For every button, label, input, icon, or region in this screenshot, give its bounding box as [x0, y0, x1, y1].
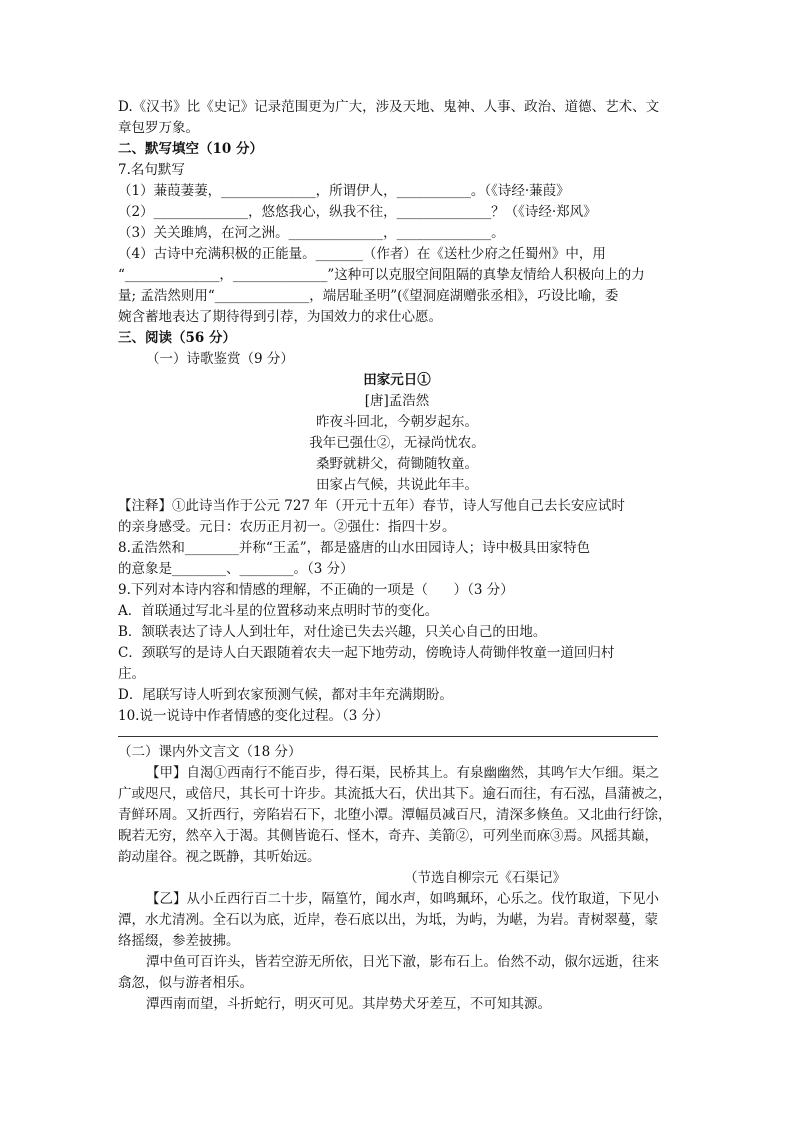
- q9-stem: 9.下列对本诗内容和情感的理解，不正确的一项是（ ）（3 分）: [118, 582, 514, 598]
- note-line-1: 【注释】①此诗当作于公元 727 年（开元十五年）春节，诗人写他自己去长安应试时: [118, 498, 625, 514]
- q9-option-d: D．尾联写诗人听到农家预测气候，都对丰年充满期盼。: [118, 687, 453, 703]
- poem-line-3: 桑野就耕父，荷锄随牧童。: [316, 456, 478, 472]
- q7-line-6: 量; 孟浩然则用“______________，端居耻圣明”(《望洞庭湖赠张丞相》，巧设比喻，委: [118, 288, 619, 304]
- q7-line-5: “______________，______________”这种可以克服空间阻隔的真挚友情给人积极向上的力: [118, 267, 645, 283]
- q8-line-2: 的意象是________、________。（3 分）: [118, 561, 354, 577]
- q9-option-b: B．颔联表达了诗人人到壮年，对仕途已失去兴趣，只关心自己的田地。: [118, 624, 547, 640]
- q7-line-7: 婉含蓄地表达了期待得到引荐，为国效力的求仕心愿。: [118, 309, 442, 325]
- q8-line-1: 8.孟浩然和________并称“王孟”，都是盛唐的山水田园诗人；诗中极具田家特色: [118, 540, 591, 556]
- q7-title: 7.名句默写: [118, 162, 185, 178]
- jia-line-2: 广或咫尺，或倍尺，其长可十许步。其流抵大石，伏出其下。逾石而往，有石泓，昌蒲被之，: [118, 786, 672, 802]
- q9-option-c: C．颈联写的是诗人白天跟随着农夫一起下地劳动，傍晚诗人荷锄伴牧童一道回归村: [118, 645, 615, 661]
- yi-para2-line-2: 翕忽，似与游者相乐。: [118, 975, 253, 991]
- q9-option-c-cont: 庄。: [118, 666, 145, 682]
- poem-title: 田家元日①: [363, 372, 431, 388]
- section-three-heading: 三、阅读（56 分）: [118, 330, 236, 346]
- q7-line-1: （1）蒹葭萋萋，______________，所谓伊人，___________。（《诗经·蒹葭》: [118, 183, 570, 199]
- poem-line-1: 昨夜斗回北，今朝岁起东。: [316, 414, 478, 430]
- q7-line-3: （3）关关雎鸠，在河之洲。______________，______________。: [118, 225, 505, 241]
- answer-line: [118, 736, 658, 737]
- yi-para2-line-1: 潭中鱼可百许头，皆若空游无所依，日光下澈，影布石上。佁然不动，俶尔远逝，往来: [146, 954, 659, 970]
- jia-line-4: 睨若无穷，然卒入于渴。其侧皆诡石、怪木，奇卉、美箭②，可列坐而庥③焉。风摇其巅，: [118, 828, 658, 844]
- section-two-heading: 二、默写填空（10 分）: [118, 141, 263, 157]
- jia-line-5: 韵动崖谷。视之既静，其听始远。: [118, 849, 321, 865]
- jia-source: （节选自柳宗元《石渠记》: [404, 870, 566, 886]
- q7-line-4: （4）古诗中充满积极的正能量。_______（作者）在《送杜少府之任蜀州》中，用: [118, 246, 606, 262]
- note-line-2: 的亲身感受。元日：农历正月初一。②强仕：指四十岁。: [118, 519, 456, 535]
- yi-line-1: 【乙】从小丘西行百二十步，隔篁竹，闻水声，如鸣珮环，心乐之。伐竹取道，下见小: [146, 891, 659, 907]
- option-d-line-1: D.《汉书》比《史记》记录范围更为广大，涉及天地、鬼神、人事、政治、道德、艺术、文: [118, 99, 660, 115]
- poem-line-4: 田家占气候，共说此年丰。: [316, 477, 478, 493]
- poem-author: [唐]孟浩然: [364, 393, 430, 409]
- poem-line-2: 我年已强仕②，无禄尚忧农。: [309, 435, 485, 451]
- poetry-part-heading: （一）诗歌鉴赏（9 分）: [146, 351, 294, 367]
- yi-line-3: 络摇缀，参差披拂。: [118, 933, 240, 949]
- jia-line-1: 【甲】自渴①西南行不能百步，得石渠，民桥其上。有泉幽幽然，其鸣乍大乍细。渠之: [146, 765, 659, 781]
- q9-option-a: A．首联通过写北斗星的位置移动来点明时节的变化。: [118, 603, 439, 619]
- option-d-line-2: 章包罗万象。: [118, 120, 199, 136]
- jia-line-3: 青鲜环周。又折西行，旁陷岩石下，北堕小潭。潭幅员减百尺，清深多倏鱼。又北曲行纡馀，: [118, 807, 672, 823]
- yi-para3: 潭西南而望，斗折蛇行，明灭可见。其岸势犬牙差互，不可知其源。: [146, 996, 551, 1012]
- classical-part-heading: （二）课内外文言文（18 分）: [118, 744, 302, 760]
- q7-line-2: （2）______________，悠悠我心，纵我不往，______________？（《诗经·郑风》: [118, 204, 597, 220]
- yi-line-2: 潭，水尤清冽。全石以为底，近岸，卷石底以出，为坻，为屿，为嵁，为岩。青树翠蔓，蒙: [118, 912, 658, 928]
- q10: 10.说一说诗中作者情感的变化过程。（3 分）: [118, 708, 389, 724]
